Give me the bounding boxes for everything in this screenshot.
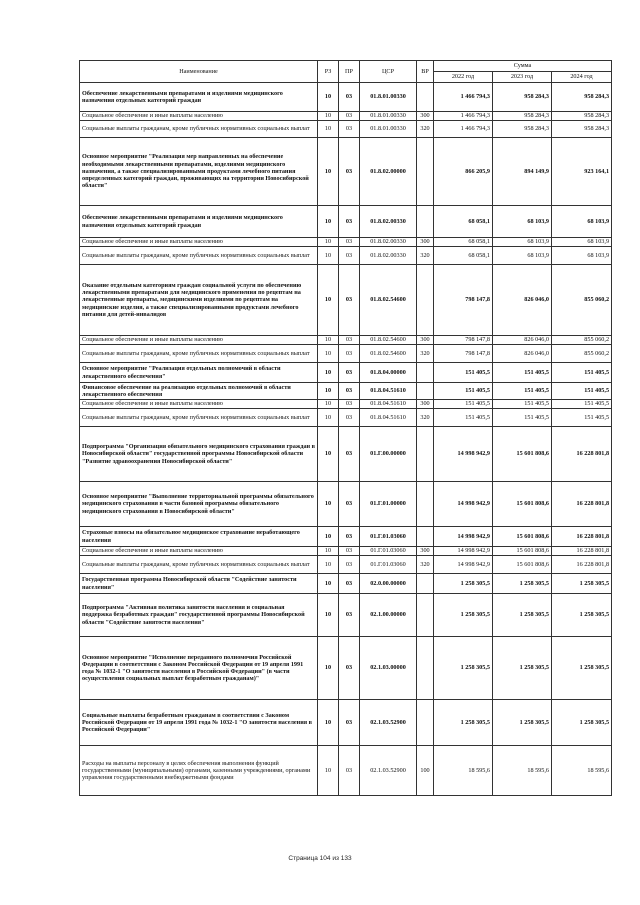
row-sum-2024: 958 284,3: [552, 112, 612, 121]
row-sum-2023: 894 149,9: [493, 138, 552, 206]
row-sum-2023: 15 601 808,6: [493, 527, 552, 547]
row-name: Обеспечение лекарственными препаратами и изделиями медицинского назначения отдельных категорий граждан: [80, 206, 318, 238]
row-sum-2024: 18 595,6: [552, 746, 612, 796]
row-name: Социальные выплаты гражданам, кроме публичных нормативных социальных выплат: [80, 556, 318, 574]
col-header-2022: 2022 год: [434, 72, 493, 83]
row-sum-2024: 958 284,3: [552, 121, 612, 138]
row-pr: 03: [339, 238, 360, 247]
table-row: [80, 482, 612, 527]
row-vr: [417, 594, 434, 637]
row-vr: 320: [417, 345, 434, 363]
row-vr: [417, 265, 434, 336]
row-sum-2022: 1 258 305,5: [434, 637, 493, 700]
row-rz: 10: [318, 238, 339, 247]
row-name: Социальное обеспечение и иные выплаты населению: [80, 400, 318, 409]
row-vr: [417, 363, 434, 383]
row-sum-2023: 958 284,3: [493, 83, 552, 112]
row-csr: 01.8.02.54600: [360, 345, 417, 363]
row-rz: 10: [318, 383, 339, 400]
row-pr: 03: [339, 247, 360, 265]
row-vr: [417, 574, 434, 594]
table-row: [80, 206, 612, 238]
row-vr: 300: [417, 547, 434, 556]
row-rz: 10: [318, 247, 339, 265]
row-sum-2024: 1 258 305,5: [552, 700, 612, 746]
row-sum-2024: 68 103,9: [552, 206, 612, 238]
page-number: Страница 104 из 133: [288, 855, 352, 862]
row-rz: 10: [318, 83, 339, 112]
row-name: Социальные выплаты гражданам, кроме публичных нормативных социальных выплат: [80, 345, 318, 363]
table-row: [80, 409, 612, 427]
row-sum-2024: 16 228 801,8: [552, 427, 612, 482]
row-pr: 03: [339, 482, 360, 527]
row-sum-2024: 151 405,5: [552, 383, 612, 400]
row-vr: 300: [417, 112, 434, 121]
row-vr: 320: [417, 121, 434, 138]
row-vr: [417, 700, 434, 746]
row-rz: 10: [318, 138, 339, 206]
row-sum-2023: 151 405,5: [493, 363, 552, 383]
row-sum-2023: 68 103,9: [493, 247, 552, 265]
row-name: Финансовое обеспечение на реализацию отдельных полномочий в области лекарственного обеспечения: [80, 383, 318, 400]
row-sum-2022: 1 258 305,5: [434, 594, 493, 637]
row-sum-2022: 1 258 305,5: [434, 700, 493, 746]
row-pr: 03: [339, 138, 360, 206]
row-csr: 01.8.02.00330: [360, 206, 417, 238]
row-name: Подпрограмма "Организация обязательного медицинского страхования граждан в Новосибирской области" государственной программы Новосибирской области "Развитие здравоохранения Новосибирской области": [80, 427, 318, 482]
row-csr: 01.Г.00.00000: [360, 427, 417, 482]
row-vr: [417, 383, 434, 400]
row-sum-2022: 14 998 942,9: [434, 482, 493, 527]
row-vr: 300: [417, 336, 434, 345]
row-csr: 01.Г.01.03060: [360, 527, 417, 547]
row-pr: 03: [339, 547, 360, 556]
row-csr: 01.8.02.00330: [360, 247, 417, 265]
row-csr: 01.Г.01.03060: [360, 547, 417, 556]
row-sum-2024: 151 405,5: [552, 363, 612, 383]
row-sum-2022: 14 998 942,9: [434, 547, 493, 556]
row-sum-2022: 151 405,5: [434, 383, 493, 400]
row-pr: 03: [339, 409, 360, 427]
row-name: Подпрограмма "Активная политика занятости населения и социальная поддержка безработных граждан" государственной программы Новосибирской области "Содействие занятости населения": [80, 594, 318, 637]
row-name: Социальные выплаты гражданам, кроме публичных нормативных социальных выплат: [80, 409, 318, 427]
row-csr: 01.8.04.51610: [360, 400, 417, 409]
row-name: Социальное обеспечение и иные выплаты населению: [80, 336, 318, 345]
row-sum-2024: 855 060,2: [552, 265, 612, 336]
row-sum-2024: 1 258 305,5: [552, 637, 612, 700]
row-name: Основное мероприятие "Исполнение переданного полномочия Российской Федерации в соответствии с Законом Российской Федерации от 19 апреля 1991 года № 1032-1 "О занятости населения в Российской Федерации" (в части осуществления социальных выплат безработным гражданам)": [80, 637, 318, 700]
row-rz: 10: [318, 363, 339, 383]
row-csr: 02.1.00.00000: [360, 594, 417, 637]
table-row: [80, 238, 612, 247]
row-sum-2024: 151 405,5: [552, 409, 612, 427]
row-sum-2024: 958 284,3: [552, 83, 612, 112]
row-sum-2024: 68 103,9: [552, 247, 612, 265]
row-sum-2022: 1 258 305,5: [434, 574, 493, 594]
row-pr: 03: [339, 527, 360, 547]
row-sum-2023: 151 405,5: [493, 383, 552, 400]
table-row: [80, 121, 612, 138]
row-vr: [417, 427, 434, 482]
row-vr: 300: [417, 400, 434, 409]
row-pr: 03: [339, 594, 360, 637]
col-header-sum: Сумма: [434, 61, 612, 72]
table-row: [80, 336, 612, 345]
row-pr: 03: [339, 700, 360, 746]
row-vr: [417, 527, 434, 547]
row-sum-2022: 68 058,1: [434, 206, 493, 238]
row-rz: 10: [318, 594, 339, 637]
row-rz: 10: [318, 574, 339, 594]
row-sum-2022: 151 405,5: [434, 363, 493, 383]
row-name: Государственная программа Новосибирской области "Содействие занятости населения": [80, 574, 318, 594]
row-rz: 10: [318, 482, 339, 527]
row-sum-2023: 958 284,3: [493, 121, 552, 138]
row-name: Обеспечение лекарственными препаратами и изделиями медицинского назначения отдельных категорий граждан: [80, 83, 318, 112]
table-row: [80, 112, 612, 121]
row-csr: 01.8.04.51610: [360, 383, 417, 400]
row-csr: 02.1.03.52900: [360, 700, 417, 746]
row-name: Основное мероприятие "Реализация отдельных полномочий в области лекарственного обеспечения": [80, 363, 318, 383]
row-name: Социальное обеспечение и иные выплаты населению: [80, 112, 318, 121]
table-row: [80, 594, 612, 637]
col-header-rz: РЗ: [318, 61, 339, 83]
row-sum-2024: 16 228 801,8: [552, 556, 612, 574]
row-csr: 01.8.02.54600: [360, 265, 417, 336]
row-sum-2023: 151 405,5: [493, 409, 552, 427]
row-sum-2023: 15 601 808,6: [493, 482, 552, 527]
row-csr: 01.8.02.00330: [360, 238, 417, 247]
row-name: Социальные выплаты гражданам, кроме публичных нормативных социальных выплат: [80, 247, 318, 265]
table-row: [80, 345, 612, 363]
table-row: [80, 138, 612, 206]
row-pr: 03: [339, 746, 360, 796]
row-sum-2023: 15 601 808,6: [493, 547, 552, 556]
row-name: Расходы на выплаты персоналу в целях обеспечения выполнения функций государственными (муниципальными) органами, казенными учреждениями, органами управления государственными внебюджетными фондами: [80, 746, 318, 796]
row-sum-2022: 798 147,8: [434, 345, 493, 363]
row-sum-2023: 15 601 808,6: [493, 556, 552, 574]
row-vr: [417, 83, 434, 112]
row-pr: 03: [339, 112, 360, 121]
row-name: Страховые взносы на обязательное медицинское страхование неработающего населения: [80, 527, 318, 547]
row-csr: 01.Г.01.03060: [360, 556, 417, 574]
row-sum-2022: 1 466 794,3: [434, 83, 493, 112]
row-vr: 320: [417, 247, 434, 265]
row-sum-2024: 16 228 801,8: [552, 547, 612, 556]
row-rz: 10: [318, 637, 339, 700]
table-row: [80, 400, 612, 409]
row-rz: 10: [318, 345, 339, 363]
col-header-name: Наименование: [80, 61, 318, 83]
row-pr: 03: [339, 574, 360, 594]
row-sum-2023: 958 284,3: [493, 112, 552, 121]
col-header-pr: ПР: [339, 61, 360, 83]
row-sum-2024: 923 164,1: [552, 138, 612, 206]
table-row: [80, 363, 612, 383]
row-csr: 01.8.01.00330: [360, 112, 417, 121]
col-header-2023: 2023 год: [493, 72, 552, 83]
table-row: [80, 547, 612, 556]
row-vr: [417, 138, 434, 206]
row-csr: 01.8.01.00330: [360, 121, 417, 138]
table-row: [80, 265, 612, 336]
row-rz: 10: [318, 700, 339, 746]
row-sum-2023: 1 258 305,5: [493, 700, 552, 746]
row-sum-2022: 1 466 794,3: [434, 112, 493, 121]
row-vr: [417, 206, 434, 238]
row-pr: 03: [339, 400, 360, 409]
table-row: [80, 247, 612, 265]
row-sum-2023: 1 258 305,5: [493, 574, 552, 594]
row-sum-2022: 798 147,8: [434, 336, 493, 345]
row-rz: 10: [318, 336, 339, 345]
row-rz: 10: [318, 527, 339, 547]
row-csr: 02.0.00.00000: [360, 574, 417, 594]
row-sum-2023: 68 103,9: [493, 206, 552, 238]
table-row: [80, 556, 612, 574]
row-csr: 01.8.02.54600: [360, 336, 417, 345]
row-sum-2022: 1 466 794,3: [434, 121, 493, 138]
row-sum-2022: 151 405,5: [434, 400, 493, 409]
row-sum-2022: 68 058,1: [434, 247, 493, 265]
table-row: [80, 746, 612, 796]
row-sum-2024: 16 228 801,8: [552, 527, 612, 547]
row-pr: 03: [339, 556, 360, 574]
row-pr: 03: [339, 206, 360, 238]
row-csr: 01.8.02.00000: [360, 138, 417, 206]
table-row: [80, 574, 612, 594]
row-pr: 03: [339, 345, 360, 363]
row-sum-2022: 866 205,9: [434, 138, 493, 206]
row-csr: 01.Г.01.00000: [360, 482, 417, 527]
row-vr: 320: [417, 409, 434, 427]
row-rz: 10: [318, 265, 339, 336]
table-row: [80, 427, 612, 482]
table-row: [80, 83, 612, 112]
row-rz: 10: [318, 121, 339, 138]
col-header-2024: 2024 год: [552, 72, 612, 83]
row-name: Социальные выплаты безработным гражданам в соответствии с Законом Российской Федерации от 19 апреля 1991 года № 1032-1 "О занятости населения в Российской Федерации": [80, 700, 318, 746]
row-csr: 01.8.04.51610: [360, 409, 417, 427]
row-sum-2024: 16 228 801,8: [552, 482, 612, 527]
row-sum-2023: 151 405,5: [493, 400, 552, 409]
row-sum-2022: 68 058,1: [434, 238, 493, 247]
table-row: [80, 527, 612, 547]
row-pr: 03: [339, 383, 360, 400]
row-sum-2024: 68 103,9: [552, 238, 612, 247]
budget-document: [79, 60, 611, 796]
row-name: Основное мероприятие "Выполнение территориальной программы обязательного медицинского страхования в части базовой программы обязательного медицинского страхования в Новосибирской области": [80, 482, 318, 527]
row-sum-2023: 68 103,9: [493, 238, 552, 247]
table-row: [80, 383, 612, 400]
row-rz: 10: [318, 746, 339, 796]
row-sum-2022: 14 998 942,9: [434, 427, 493, 482]
row-sum-2023: 826 046,0: [493, 265, 552, 336]
row-sum-2024: 151 405,5: [552, 400, 612, 409]
row-rz: 10: [318, 400, 339, 409]
row-sum-2023: 1 258 305,5: [493, 594, 552, 637]
row-sum-2022: 14 998 942,9: [434, 556, 493, 574]
row-rz: 10: [318, 547, 339, 556]
row-vr: 320: [417, 556, 434, 574]
row-sum-2024: 855 060,2: [552, 336, 612, 345]
row-vr: [417, 637, 434, 700]
row-rz: 10: [318, 556, 339, 574]
table-body: [80, 83, 612, 796]
row-sum-2024: 1 258 305,5: [552, 594, 612, 637]
row-rz: 10: [318, 427, 339, 482]
row-vr: [417, 482, 434, 527]
row-sum-2023: 826 046,0: [493, 345, 552, 363]
row-sum-2022: 798 147,8: [434, 265, 493, 336]
row-vr: 300: [417, 238, 434, 247]
row-pr: 03: [339, 336, 360, 345]
row-pr: 03: [339, 637, 360, 700]
row-pr: 03: [339, 83, 360, 112]
row-pr: 03: [339, 265, 360, 336]
row-sum-2022: 151 405,5: [434, 409, 493, 427]
row-sum-2022: 18 595,6: [434, 746, 493, 796]
table-row: [80, 637, 612, 700]
row-csr: 01.8.01.00330: [360, 83, 417, 112]
row-csr: 02.1.03.52900: [360, 746, 417, 796]
row-sum-2023: 826 046,0: [493, 336, 552, 345]
row-sum-2023: 1 258 305,5: [493, 637, 552, 700]
row-csr: 02.1.03.00000: [360, 637, 417, 700]
row-name: Основное мероприятие "Реализация мер направленных на обеспечение необходимыми лекарственными препаратами, изделиями медицинского назначения, а также специализированными продуктами лечебного питания определенных категорий граждан, проживающих на территории Новосибирской области": [80, 138, 318, 206]
budget-table: [79, 60, 612, 796]
row-name: Социальное обеспечение и иные выплаты населению: [80, 238, 318, 247]
col-header-csr: ЦСР: [360, 61, 417, 83]
row-name: Оказание отдельным категориям граждан социальной услуги по обеспечению лекарственными препаратами для медицинского применения по рецептам на лекарственные препараты, медицинскими изделиями по рецептам на медицинские изделия, а также специализированными продуктами лечебного питания для детей-инвалидов: [80, 265, 318, 336]
row-pr: 03: [339, 427, 360, 482]
row-rz: 10: [318, 112, 339, 121]
row-sum-2023: 15 601 808,6: [493, 427, 552, 482]
row-rz: 10: [318, 206, 339, 238]
row-sum-2022: 14 998 942,9: [434, 527, 493, 547]
row-sum-2023: 18 595,6: [493, 746, 552, 796]
table-row: [80, 700, 612, 746]
row-pr: 03: [339, 363, 360, 383]
col-header-vr: ВР: [417, 61, 434, 83]
row-csr: 01.8.04.00000: [360, 363, 417, 383]
row-name: Социальные выплаты гражданам, кроме публичных нормативных социальных выплат: [80, 121, 318, 138]
row-pr: 03: [339, 121, 360, 138]
row-name: Социальное обеспечение и иные выплаты населению: [80, 547, 318, 556]
row-vr: 100: [417, 746, 434, 796]
row-rz: 10: [318, 409, 339, 427]
row-sum-2024: 1 258 305,5: [552, 574, 612, 594]
row-sum-2024: 855 060,2: [552, 345, 612, 363]
